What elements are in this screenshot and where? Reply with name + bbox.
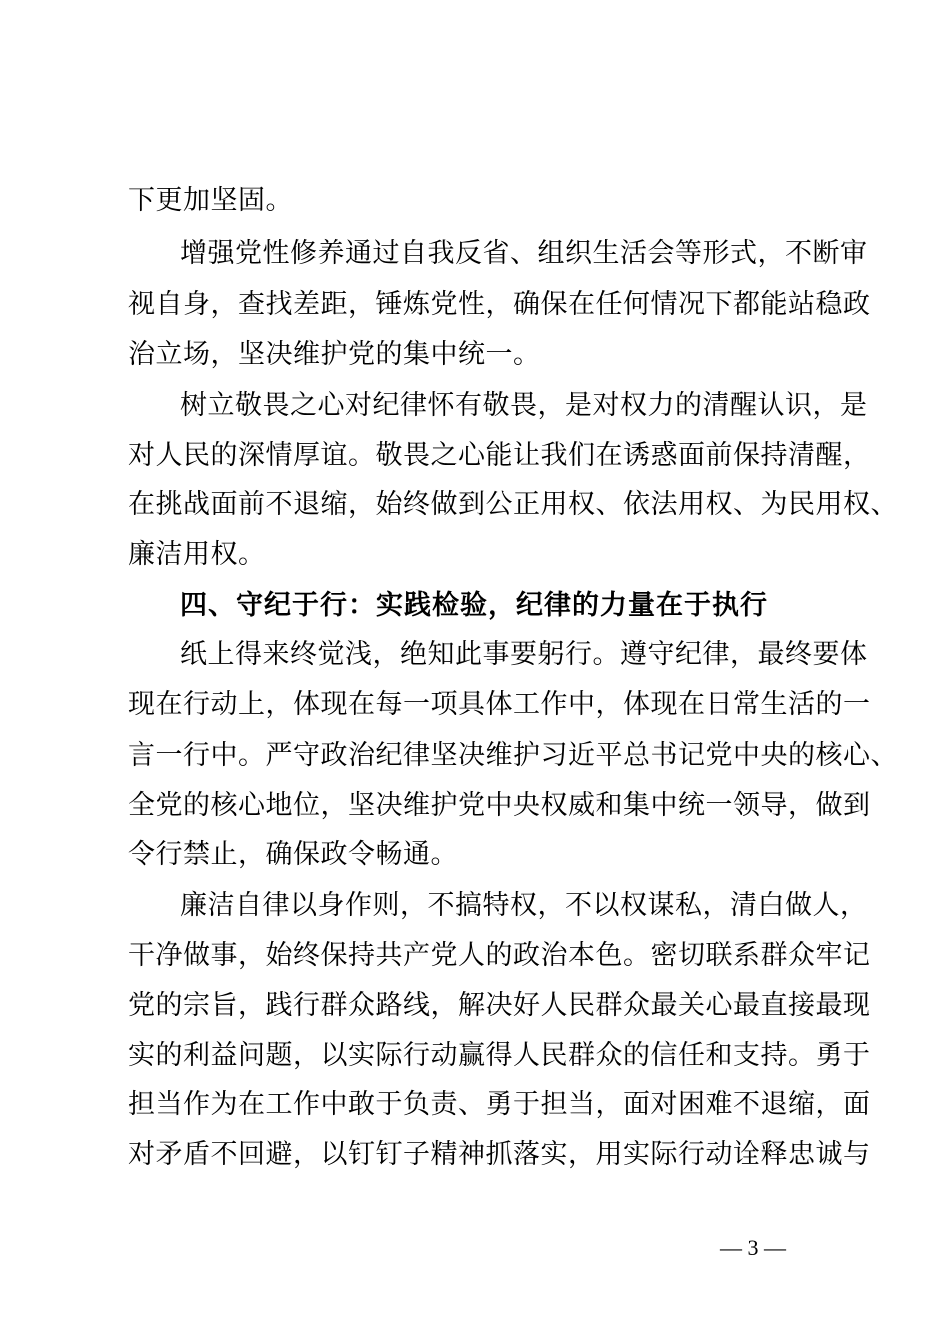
text-line: 治立场，坚决维护党的集中统一。 <box>128 339 541 370</box>
text-line: 在挑战面前不退缩，始终做到公正用权、依法用权、为民用权、 <box>128 489 898 520</box>
text-line: 下更加坚固。 <box>128 185 293 216</box>
text-line: 现在行动上，体现在每一项具体工作中，体现在日常生活的一 <box>128 689 871 720</box>
text-line: 对人民的深情厚谊。敬畏之心能让我们在诱惑面前保持清醒， <box>128 440 871 471</box>
text-line: 言一行中。严守政治纪律坚决维护习近平总书记党中央的核心、 <box>128 740 898 771</box>
paragraph-start-line: 树立敬畏之心对纪律怀有敬畏，是对权力的清醒认识，是 <box>180 390 868 421</box>
paragraph-start-line: 纸上得来终觉浅，绝知此事要躬行。遵守纪律，最终要体 <box>180 639 868 670</box>
text-line: 全党的核心地位，坚决维护党中央权威和集中统一领导，做到 <box>128 790 871 821</box>
text-line: 视自身，查找差距，锤炼党性，确保在任何情况下都能站稳政 <box>128 289 871 320</box>
section-heading: 四、守纪于行：实践检验，纪律的力量在于执行 <box>180 590 768 621</box>
paragraph-start-line: 增强党性修养通过自我反省、组织生活会等形式，不断审 <box>180 238 868 269</box>
text-line: 令行禁止，确保政令畅通。 <box>128 839 458 870</box>
text-line: 廉洁用权。 <box>128 539 266 570</box>
text-line: 党的宗旨，践行群众路线，解决好人民群众最关心最直接最现 <box>128 990 871 1021</box>
text-line: 担当作为在工作中敢于负责、勇于担当，面对困难不退缩，面 <box>128 1089 871 1120</box>
text-line: 干净做事，始终保持共产党人的政治本色。密切联系群众牢记 <box>128 940 871 971</box>
text-line: 实的利益问题，以实际行动赢得人民群众的信任和支持。勇于 <box>128 1040 871 1071</box>
page-number: — 3 — <box>720 1235 786 1260</box>
text-line: 对矛盾不回避，以钉钉子精神抓落实，用实际行动诠释忠诚与 <box>128 1139 871 1170</box>
paragraph-start-line: 廉洁自律以身作则，不搞特权，不以权谋私，清白做人， <box>180 890 868 921</box>
